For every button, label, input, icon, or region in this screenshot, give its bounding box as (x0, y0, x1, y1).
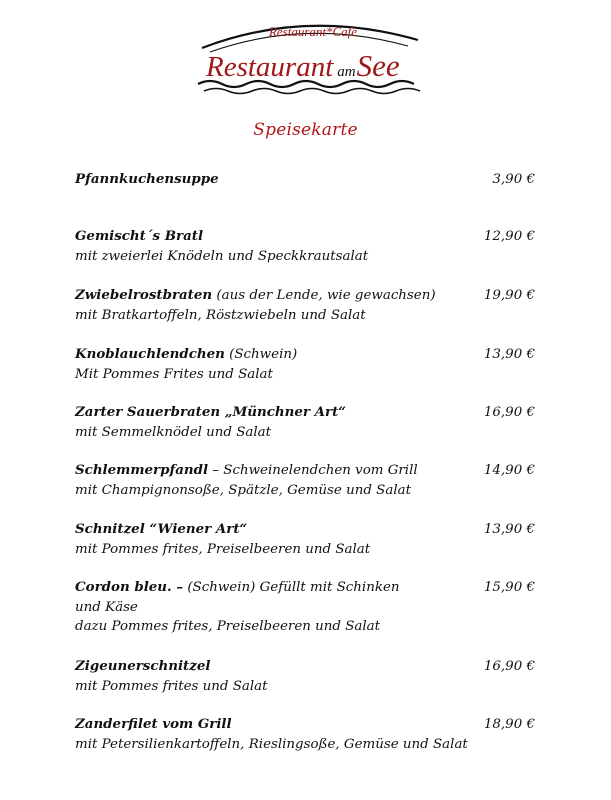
menu-item-name: Zarter Sauerbraten „Münchner Art“ (75, 404, 346, 420)
menu-item-description: und Käse (75, 599, 138, 615)
menu-item-title-line (75, 578, 535, 598)
menu-item-note: (aus der Lende, wie gewachsen) (212, 288, 436, 303)
menu-item-price: 14,90 € (483, 463, 535, 478)
menu-item-name: Cordon bleu. – (75, 579, 184, 595)
logo-graphic (196, 12, 430, 98)
menu-item-note: (Schwein) Gefüllt mit Schinken (183, 580, 400, 595)
menu-item-description: dazu Pommes frites, Preiselbeeren und Salat (75, 619, 381, 634)
menu-item-name: Pfannkuchensuppe (75, 171, 219, 187)
logo-main-text (205, 48, 400, 83)
menu-item-title-line (75, 403, 535, 423)
menu-item (75, 227, 535, 266)
menu-item (75, 578, 535, 637)
menu-item-title-line (75, 715, 535, 735)
menu-item-price: 18,90 € (483, 717, 535, 732)
menu-item-name: Zanderfilet vom Grill (75, 716, 232, 732)
menu-item (75, 345, 535, 384)
menu-item-name: Gemischt´s Bratl (75, 228, 204, 244)
menu-item-note: (Schwein) (224, 347, 298, 362)
menu-item-name: Schnitzel “Wiener Art“ (75, 521, 248, 537)
menu-item-price: 13,90 € (483, 522, 535, 537)
logo-main-text-restaurant: Restaurant (206, 51, 334, 83)
logo-wave-2 (204, 89, 420, 94)
menu-item-description: mit Champignonsoße, Spätzle, Gemüse und Salat (75, 482, 411, 498)
menu-item-title-line (75, 227, 535, 247)
menu-item-price: 3,90 € (492, 172, 535, 187)
logo-main-text-see: See (356, 48, 400, 83)
menu-item-title-line (75, 286, 535, 306)
menu-item-price: 13,90 € (483, 347, 535, 362)
menu-item-description: mit Petersilienkartoffeln, Rieslingsoße, Gemüse und Salat (75, 736, 468, 752)
menu-item (75, 286, 535, 325)
menu-item (75, 403, 535, 442)
menu-item-title-line (75, 461, 535, 481)
menu-item-description: mit Bratkartoffeln, Röstzwiebeln und Salat (75, 307, 366, 323)
menu-item-description: mit Pommes frites, Preiselbeeren und Salat (75, 541, 371, 557)
menu-item-price: 16,90 € (483, 405, 535, 420)
menu-item-note: – Schweinelendchen vom Grill (208, 463, 418, 478)
menu-item (75, 461, 535, 500)
menu-item-title-line (75, 657, 535, 677)
menu-item-title-line (75, 345, 535, 365)
menu-item-description: mit zweierlei Knödeln und Speckkrautsalat (75, 248, 369, 264)
menu-item-price: 19,90 € (483, 288, 535, 303)
menu-item-description: Mit Pommes Frites und Salat (75, 366, 273, 382)
restaurant-logo (196, 12, 430, 98)
menu-item-name: Schlemmerpfandl (75, 462, 209, 478)
menu-item-price: 12,90 € (483, 229, 535, 244)
menu-title: Speisekarte (253, 120, 358, 140)
menu-item-price: 16,90 € (483, 659, 535, 674)
menu-item-title-line (75, 170, 535, 190)
menu-item (75, 657, 535, 696)
logo-small-text: Restaurant*Café (268, 24, 358, 39)
menu-item (75, 170, 535, 190)
menu-item (75, 715, 535, 754)
menu-item-name: Knoblauchlendchen (75, 346, 225, 362)
logo-main-text-am: am (337, 64, 356, 80)
menu-item-description: mit Semmelknödel und Salat (75, 424, 272, 440)
menu-item (75, 520, 535, 559)
menu-item-title-line (75, 520, 535, 540)
menu-item-name: Zigeunerschnitzel (75, 658, 211, 674)
menu-item-name: Zwiebelrostbraten (75, 287, 213, 303)
menu-item-price: 15,90 € (483, 580, 535, 595)
menu-item-description: mit Pommes frites und Salat (75, 678, 268, 694)
